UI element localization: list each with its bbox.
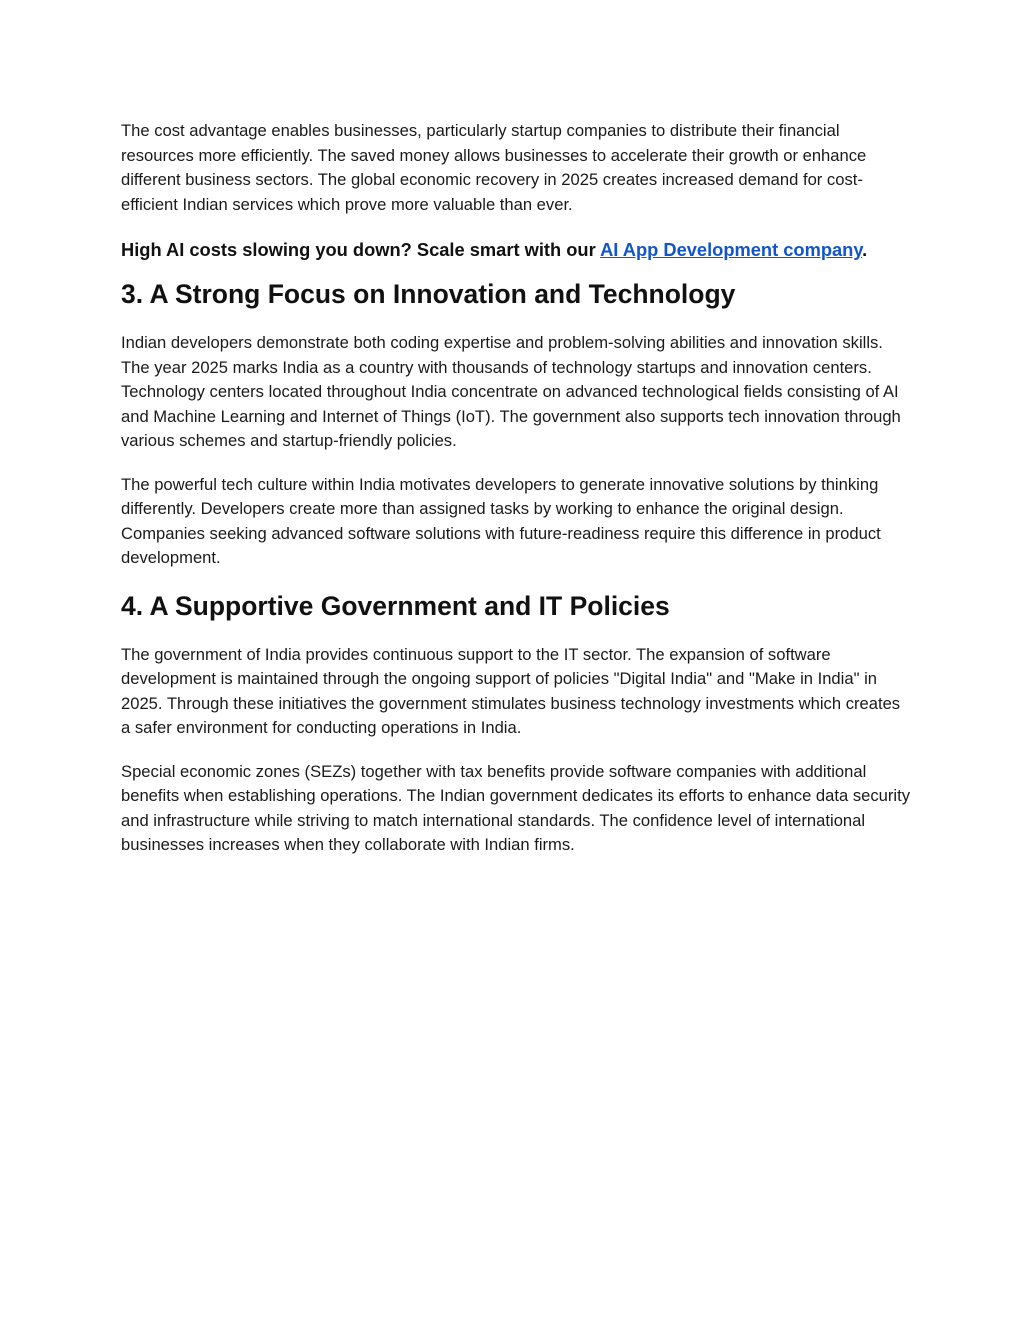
ai-app-development-link[interactable]: AI App Development company [600,239,863,260]
section-3-paragraph-1: Indian developers demonstrate both coding expertise and problem-solving abilities and innovation skills. The year 2025 marks India as a country with thousands of technology startups and innovation centers. Technology centers located throughout India concentrate on advanced technological fields consisting of AI and Machine Learning and Internet of Things (IoT). The government also supports tech innovation through various schemes and startup-friendly policies. [121,333,901,450]
intro-paragraph: The cost advantage enables businesses, particularly startup companies to distribute their financial resources more efficiently. The saved money allows businesses to accelerate their growth or enhance different business sectors. The global economic recovery in 2025 creates increased demand for cost-efficient Indian services which prove more valuable than ever. [121,121,867,214]
cta-text: High AI costs slowing you down? Scale smart with our [121,239,601,260]
section-3-heading: 3. A Strong Focus on Innovation and Technology [121,279,736,309]
document-page [121,119,911,877]
section-3-paragraph-2: The powerful tech culture within India motivates developers to generate innovative solutions by thinking differently. Developers create more than assigned tasks by working to enhance the original design. Companies seeking advanced software solutions with future-readiness require this difference in product development. [121,474,881,567]
section-4-paragraph-1: The government of India provides continuous support to the IT sector. The expansion of software development is maintained through the ongoing support of policies "Digital India" and "Make in India" in 2025. Through these initiatives the government stimulates business technology investments which creates a safer environment for conducting operations in India. [121,644,901,737]
cta-paragraph [121,236,911,263]
section-4-heading: 4. A Supportive Government and IT Policies [121,590,670,621]
section-4-paragraph-2: Special economic zones (SEZs) together with tax benefits provide software companies with additional benefits when establishing operations. The Indian government dedicates its efforts to enhance data security and infrastructure while striving to match international standards. The confidence level of international businesses increases when they collaborate with Indian firms. [121,761,911,854]
cta-suffix: . [862,239,868,260]
